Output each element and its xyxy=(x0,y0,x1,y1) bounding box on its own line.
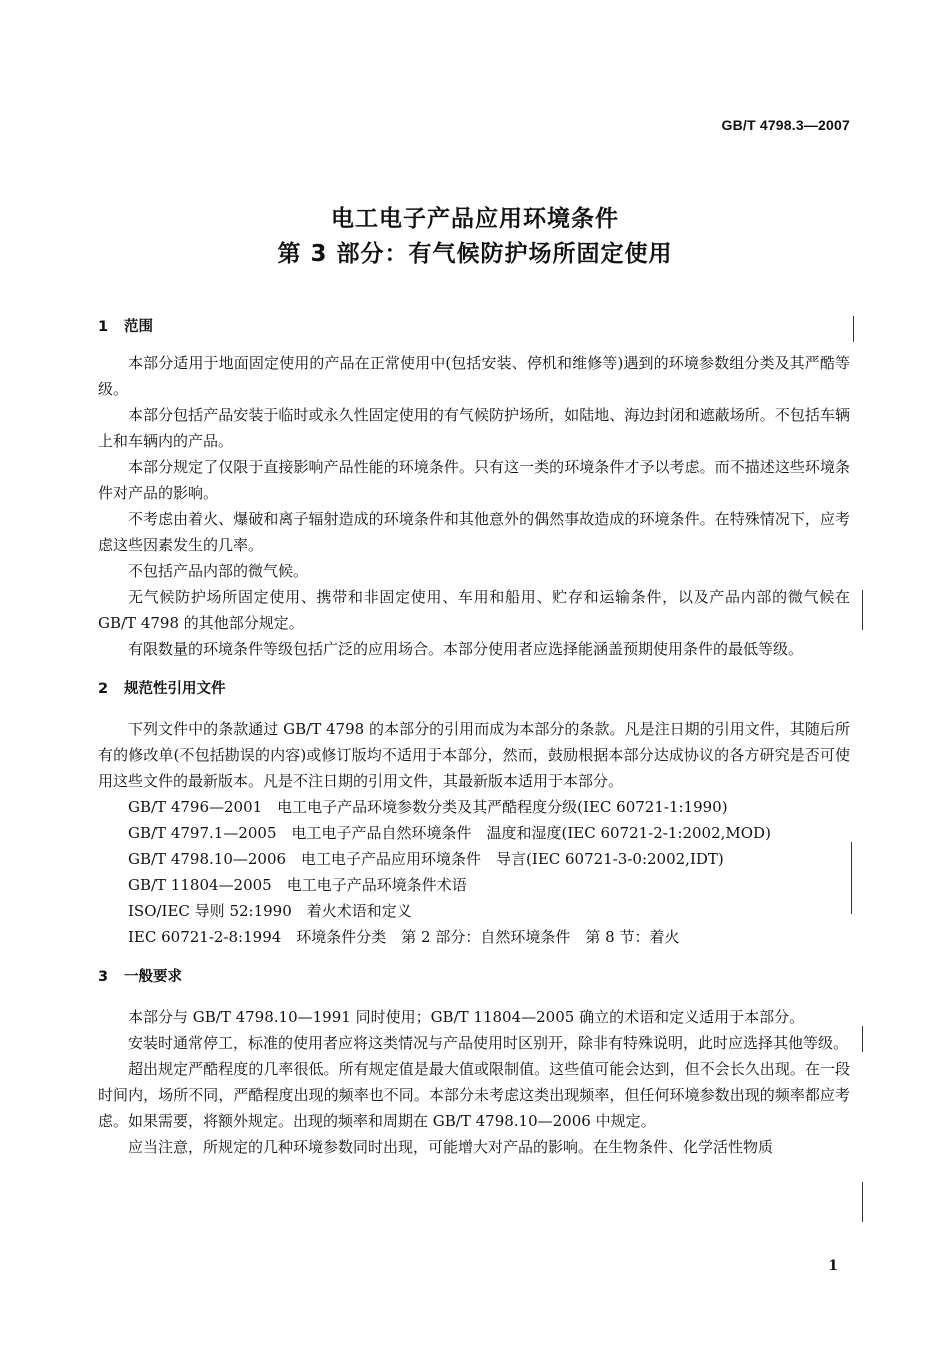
reference-item: GB/T 4798.10—2006 电工电子产品应用环境条件 导言(IEC 60721-3-0:2002,IDT) xyxy=(128,850,724,868)
paragraph: 本部分包括产品安装于临时或永久性固定使用的有气候防护场所，如陆地、海边封闭和遮蔽场所。不包括车辆上和车辆内的产品。 xyxy=(98,406,850,450)
page-number: 1 xyxy=(828,1258,838,1274)
change-bar xyxy=(851,842,852,914)
change-bar xyxy=(853,316,854,342)
section-number: 1 xyxy=(98,319,109,335)
section-heading xyxy=(98,314,850,340)
reference-item: ISO/IEC 导则 52:1990 着火术语和定义 xyxy=(128,902,412,920)
document-body xyxy=(98,314,850,1160)
reference-item: IEC 60721-2-8:1994 环境条件分类 第 2 部分：自然环境条件 第 8 节：着火 xyxy=(128,928,680,946)
paragraph: 不考虑由着火、爆破和离子辐射造成的环境条件和其他意外的偶然事故造成的环境条件。在特殊情况下，应考虑这些因素发生的几率。 xyxy=(98,510,850,554)
paragraph: 安装时通常停工，标准的使用者应将这类情况与产品使用时区别开，除非有特殊说明，此时应选择其他等级。 xyxy=(128,1034,849,1052)
paragraph: 有限数量的环境条件等级包括广泛的应用场合。本部分使用者应选择能涵盖预期使用条件的最低等级。 xyxy=(128,640,804,658)
section-title: 规范性引用文件 xyxy=(124,681,226,697)
paragraph: 本部分适用于地面固定使用的产品在正常使用中(包括安装、停机和维修等)遇到的环境参数组分类及其严酷等级。 xyxy=(98,354,850,398)
change-bar xyxy=(862,1026,863,1052)
section-title: 一般要求 xyxy=(124,969,182,985)
section-number: 3 xyxy=(98,969,109,985)
paragraph: 应当注意，所规定的几种环境参数同时出现，可能增大对产品的影响。在生物条件、化学活性物质 xyxy=(128,1138,774,1156)
paragraph: 不包括产品内部的微气候。 xyxy=(128,562,309,580)
paragraph: 本部分规定了仅限于直接影响产品性能的环境条件。只有这一类的环境条件才予以考虑。而不描述这些环境条件对产品的影响。 xyxy=(98,458,850,502)
reference-item: GB/T 4796—2001 电工电子产品环境参数分类及其严酷程度分级(IEC 60721-1:1990) xyxy=(128,798,728,816)
section-title: 范围 xyxy=(124,319,153,335)
paragraph: 超出规定严酷程度的几率很低。所有规定值是最大值或限制值。这些值可能会达到，但不会长久出现。在一段时间内，场所不同，严酷程度出现的频率也不同。本部分未考虑这类出现频率，但任何环境参数出现的频率都应考虑。如果需要，将额外规定。出现的频率和周期在 GB/T 4798.10—2006 中规定。 xyxy=(98,1060,850,1130)
reference-item: GB/T 11804—2005 电工电子产品环境条件术语 xyxy=(128,876,467,894)
section-heading xyxy=(98,676,850,702)
paragraph: 无气候防护场所固定使用、携带和非固定使用、车用和船用、贮存和运输条件，以及产品内部的微气候在 GB/T 4798 的其他部分规定。 xyxy=(98,588,850,632)
document-subtitle: 第 3 部分：有气候防护场所固定使用 xyxy=(277,241,673,267)
paragraph: 本部分与 GB/T 4798.10—1991 同时使用；GB/T 11804—2005 确立的术语和定义适用于本部分。 xyxy=(128,1008,805,1026)
document-title: 电工电子产品应用环境条件 xyxy=(331,206,619,232)
standard-number: GB/T 4798.3—2007 xyxy=(721,117,850,133)
paragraph: 下列文件中的条款通过 GB/T 4798 的本部分的引用而成为本部分的条款。凡是注日期的引用文件，其随后所有的修改单(不包括勘误的内容)或修订版均不适用于本部分，然而，鼓励根据本部分达成协议的各方研究是否可使用这些文件的最新版本。凡是不注日期的引用文件，其最新版本适用于本部分。 xyxy=(98,720,850,790)
reference-list xyxy=(98,794,850,950)
reference-item: GB/T 4797.1—2005 电工电子产品自然环境条件 温度和湿度(IEC 60721-2-1:2002,MOD) xyxy=(128,824,771,842)
change-bar xyxy=(862,1182,863,1222)
section-number: 2 xyxy=(98,681,109,697)
section-heading xyxy=(98,964,850,990)
change-bar xyxy=(862,590,863,630)
